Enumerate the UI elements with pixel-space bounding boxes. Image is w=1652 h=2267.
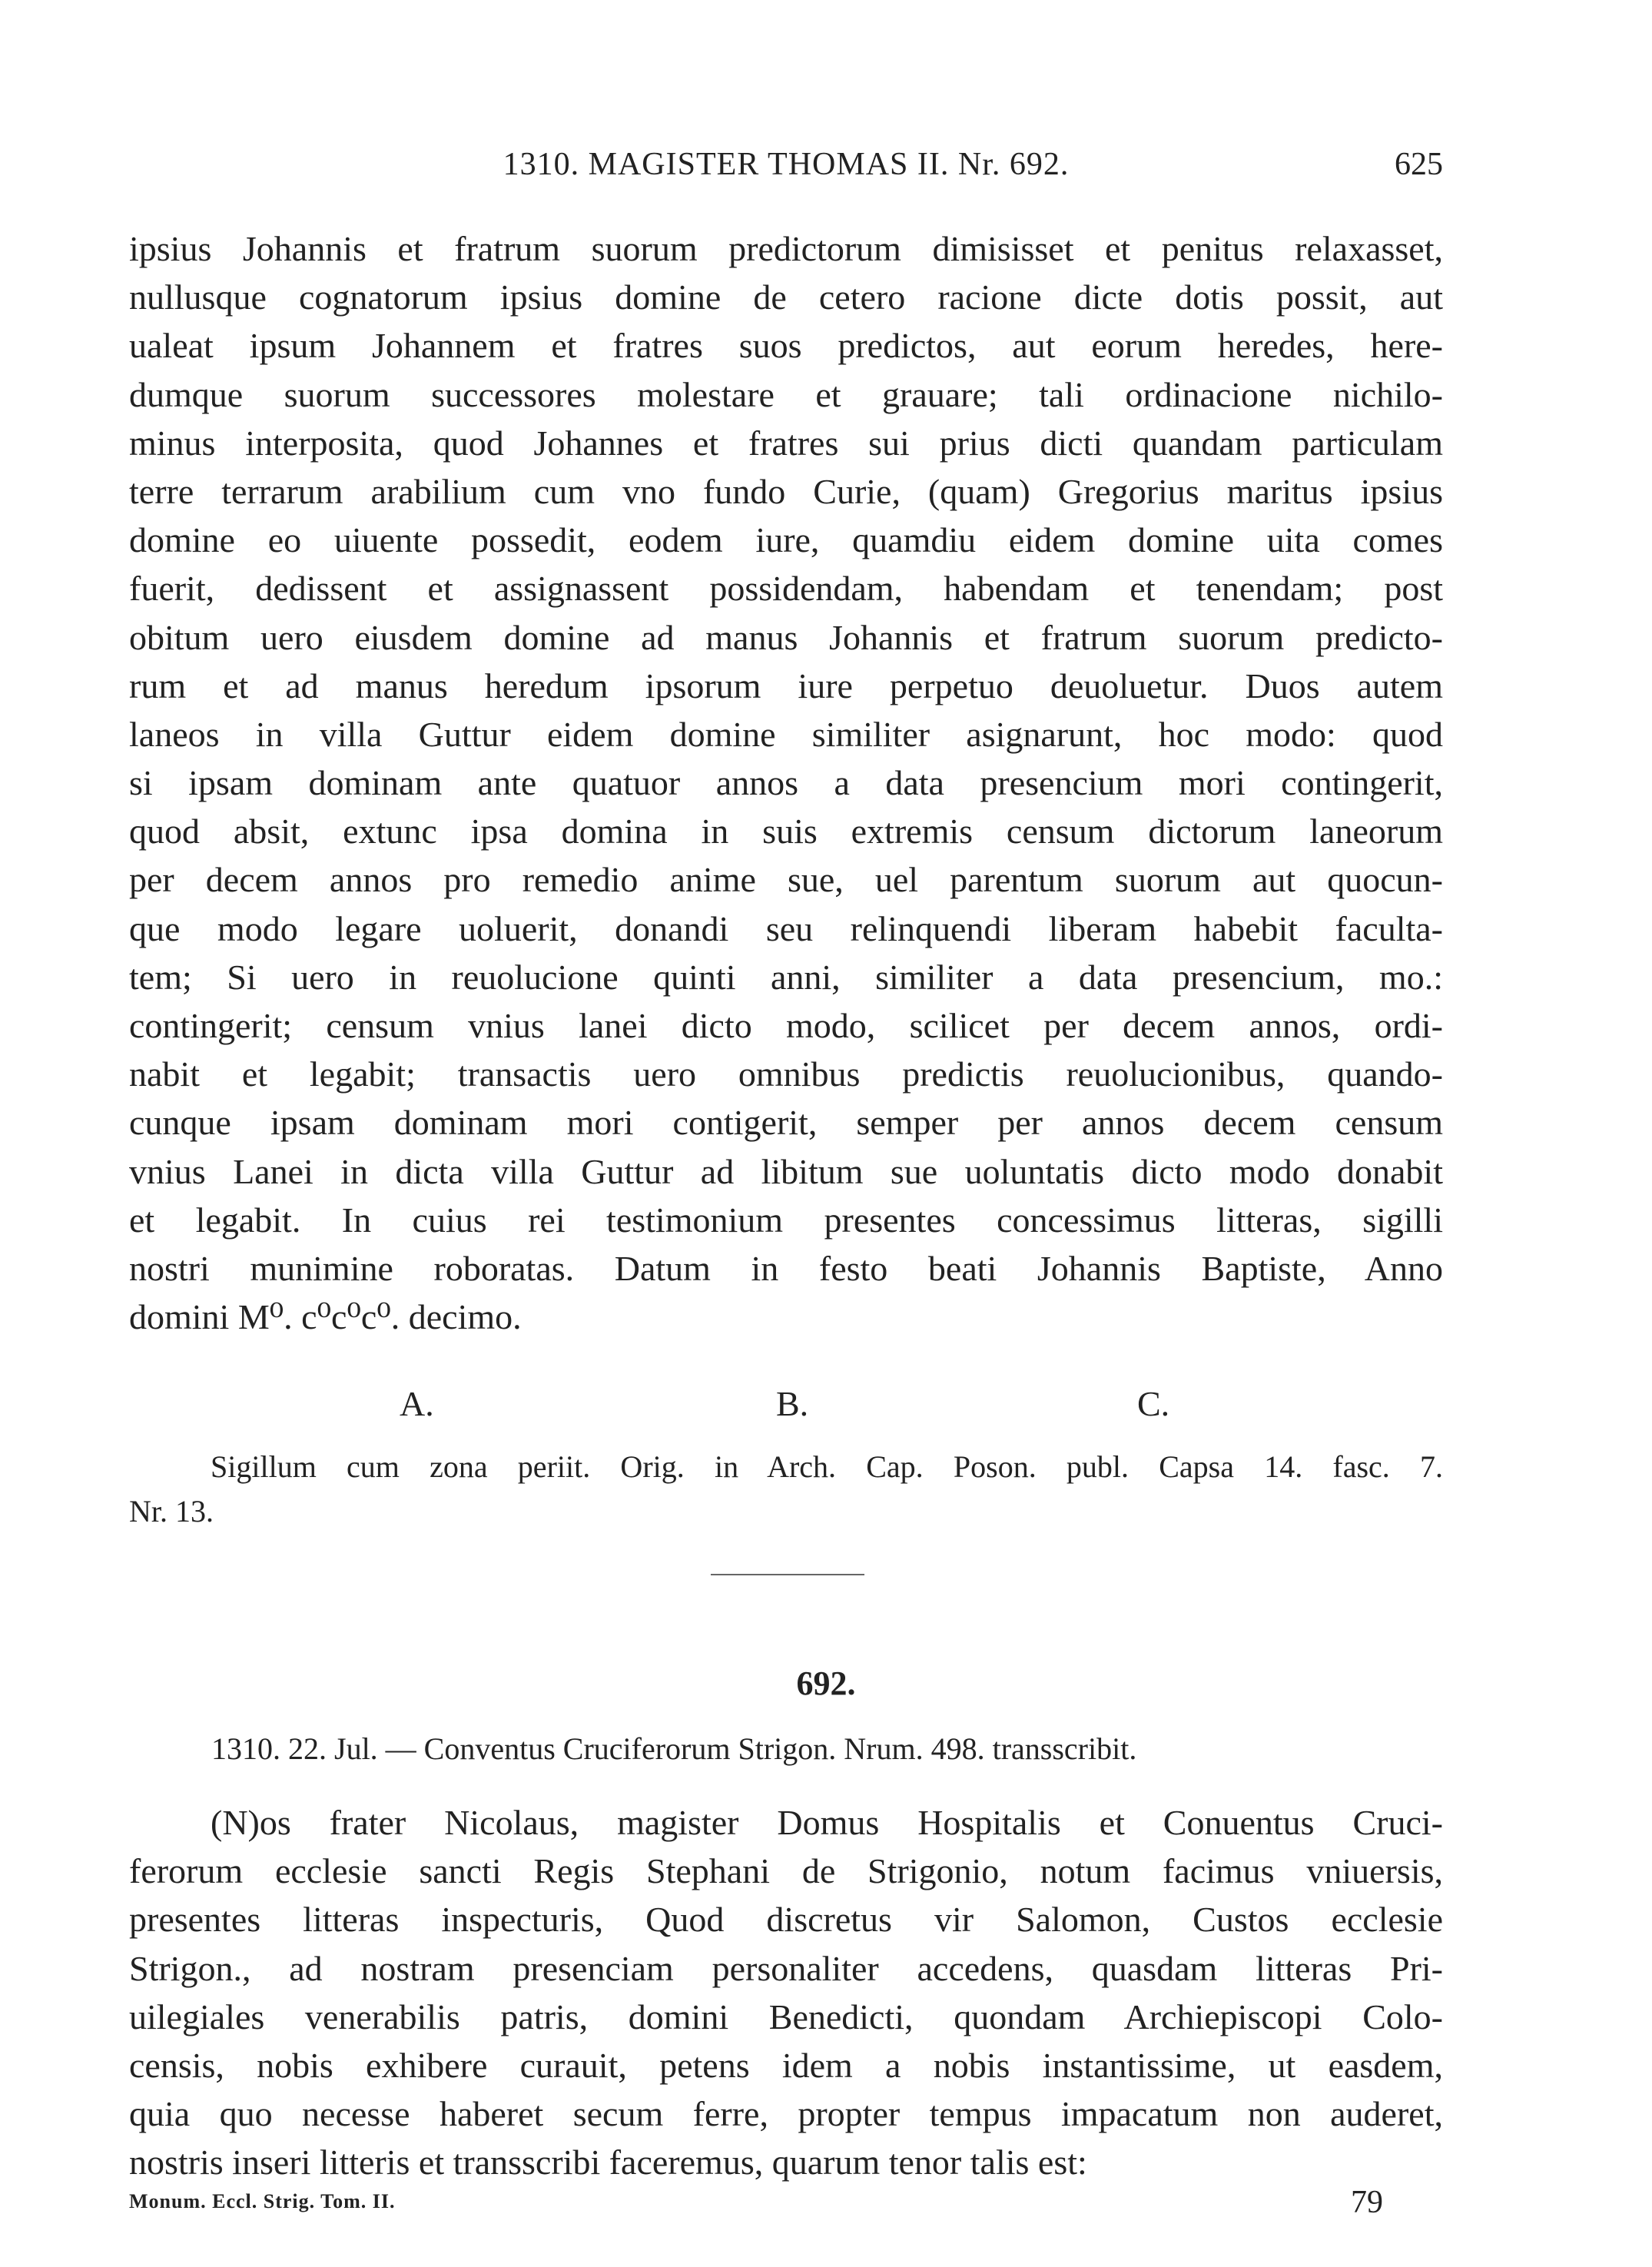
text-line: presentes litteras inspecturis, Quod discretus vir Salomon, Custos ecclesie [129, 1900, 1443, 1940]
text-line: Strigon., ad nostram presenciam personaliter accedens, quasdam litteras Pri- [129, 1948, 1443, 1988]
source-note [129, 1445, 1443, 1534]
text-line: censis, nobis exhibere curauit, petens idem a nobis instantissime, ut easdem, [129, 2045, 1443, 2085]
running-head [129, 146, 1443, 192]
sheet-number: 79 [1351, 2185, 1383, 2220]
document-regest: 1310. 22. Jul. — Conventus Cruciferorum Strigon. Nrum. 498. transscribit. [211, 1731, 1137, 1766]
document-number: 692. [796, 1665, 856, 1702]
text-line: nabit et legabit; transactis uero omnibus predictis reuolucionibus, quando- [129, 1054, 1443, 1094]
text-line: rum et ad manus heredum ipsorum iure perpetuo deuoluetur. Duos autem [129, 665, 1443, 705]
mark-c: C. [1137, 1384, 1170, 1423]
text-line: que modo legare uoluerit, donandi seu relinquendi liberam habebit faculta- [129, 908, 1443, 948]
signature-mark: Monum. Eccl. Strig. Tom. II. [129, 2190, 396, 2212]
text-line: domini M⁰. c⁰c⁰c⁰. decimo. [129, 1297, 522, 1337]
mark-a: A. [400, 1384, 434, 1423]
mark-b: B. [776, 1384, 809, 1423]
source-note-line: Sigillum cum zona periit. Orig. in Arch. Cap. Poson. publ. Capsa 14. fasc. 7. [211, 1449, 1443, 1484]
text-line: quia quo necesse haberet secum ferre, propter tempus impacatum non auderet, [129, 2094, 1443, 2134]
text-line: obitum uero eiusdem domine ad manus Johannis et fratrum suorum predicto- [129, 617, 1443, 657]
section-divider [711, 1574, 864, 1575]
text-line: si ipsam dominam ante quatuor annos a data presencium mori contingerit, [129, 763, 1443, 803]
page-number: 625 [1395, 147, 1443, 182]
text-line: nullusque cognatorum ipsius domine de cetero racione dicte dotis possit, aut [129, 277, 1443, 317]
text-line: quod absit, extunc ipsa domina in suis extremis censum dictorum laneorum [129, 812, 1443, 851]
text-line: domine eo uiuente possedit, eodem iure, quamdiu eidem domine uita comes [129, 520, 1443, 560]
text-line: contingerit; censum vnius lanei dicto modo, scilicet per decem annos, ordi- [129, 1006, 1443, 1045]
running-title: 1310. MAGISTER THOMAS II. Nr. 692. [503, 147, 1070, 182]
text-line: ferorum ecclesie sancti Regis Stephani de Strigonio, notum facimus vniuersis, [129, 1851, 1443, 1891]
charter-text [129, 1798, 1443, 2187]
text-line: ualeat ipsum Johannem et fratres suos predictos, aut eorum heredes, here- [129, 326, 1443, 366]
text-line: minus interposita, quod Johannes et fratres sui prius dicti quandam particulam [129, 423, 1443, 463]
text-line: uilegiales venerabilis patris, domini Benedicti, quondam Archiepiscopi Colo- [129, 1996, 1443, 2036]
source-note-line: Nr. 13. [129, 1494, 214, 1528]
body-text [129, 224, 1443, 1341]
text-line: vnius Lanei in dicta villa Guttur ad libitum sue uoluntatis dicto modo donabit [129, 1151, 1443, 1191]
text-line: et legabit. In cuius rei testimonium presentes concessimus litteras, sigilli [129, 1200, 1443, 1240]
text-line: (N)os frater Nicolaus, magister Domus Hospitalis et Conuentus Cruci- [211, 1803, 1443, 1842]
text-line: dumque suorum successores molestare et grauare; tali ordinacione nichilo- [129, 374, 1443, 414]
seal-marks [400, 1383, 1168, 1429]
text-line: tem; Si uero in reuolucione quinti anni, similiter a data presencium, mo.: [129, 957, 1443, 997]
text-line: ipsius Johannis et fratrum suorum predictorum dimisisset et penitus relaxasset, [129, 229, 1443, 268]
text-line: fuerit, dedissent et assignassent possidendam, habendam et tenendam; post [129, 569, 1443, 609]
text-line: terre terrarum arabilium cum vno fundo Curie, (quam) Gregorius maritus ipsius [129, 471, 1443, 511]
text-line: nostri munimine roboratas. Datum in festo beati Johannis Baptiste, Anno [129, 1248, 1443, 1288]
text-line: per decem annos pro remedio anime sue, uel parentum suorum aut quocun- [129, 860, 1443, 900]
text-line: cunque ipsam dominam mori contigerit, semper per annos decem censum [129, 1103, 1443, 1143]
text-line: laneos in villa Guttur eidem domine similiter asignarunt, hoc modo: quod [129, 714, 1443, 754]
text-line: nostris inseri litteris et transscribi faceremus, quarum tenor talis est: [129, 2143, 1087, 2182]
page-footer [129, 2184, 1443, 2222]
